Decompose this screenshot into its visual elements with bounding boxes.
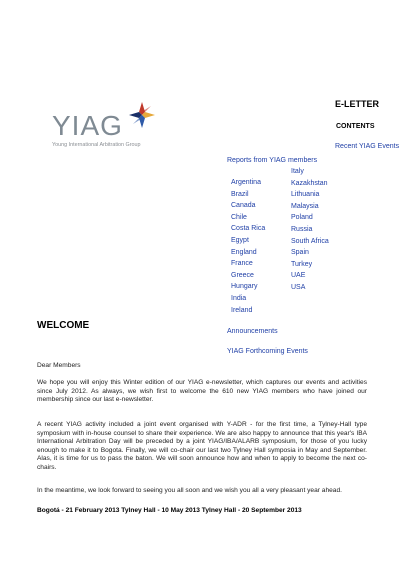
country-link[interactable]: Hungary [231,283,258,291]
country-link[interactable]: Italy [291,168,304,175]
paragraph-activities: A recent YIAG activity included a joint event organised with Y-ADR - for the first time, a Tylney-Hall type symposium with in-house counsel to share their experience. We are also happy to announce that this year's IBA International Arbitration Day will be preceded by a joint YIAG/IBA/ALARB symposium, for those of you lucky enough to make it to Bogota. Finally, we will co-chair our last two Tylney Hall symposia in May and September. Alas, it is time for us to pass the baton. We will soon announce how and when to apply to become the next co-chairs. [37,421,367,471]
country-link[interactable]: Kazakhstan [291,179,328,187]
country-link[interactable]: Egypt [231,236,249,244]
country-link[interactable]: Ireland [231,306,253,314]
eletter-title: E-LETTER [335,99,379,109]
country-link[interactable]: USA [291,283,306,291]
paragraph-closing: In the meantime, we look forward to seeing you all soon and we wish you all a very pleasant year ahead. [37,487,342,494]
country-link[interactable]: Costa Rica [231,225,266,233]
logo-text: YIAG [52,110,123,141]
logo-tagline: Young International Arbitration Group [52,142,141,148]
event-dates: Bogotá - 21 February 2013 Tylney Hall - 10 May 2013 Tylney Hall - 20 September 2013 [37,507,302,514]
country-link[interactable]: Poland [291,214,313,222]
country-link[interactable]: France [231,260,253,268]
announcements-link[interactable]: Announcements [227,328,278,335]
country-link[interactable]: India [231,294,247,302]
recent-events-link[interactable]: Recent YIAG Events [335,143,400,150]
country-link[interactable]: Russia [291,225,313,233]
forthcoming-events-link[interactable]: YIAG Forthcoming Events [227,348,308,355]
welcome-heading: WELCOME [37,320,90,331]
country-list-right [291,166,329,294]
country-link[interactable]: Lithuania [291,191,320,199]
country-list-left [231,177,265,316]
country-link[interactable]: Brazil [231,190,249,198]
country-link[interactable]: England [231,248,257,256]
greeting: Dear Members [37,362,81,369]
paragraph-intro: We hope you will enjoy this Winter edition of our YIAG e-newsletter, which captures our events and activities since July 2012. As always, we wish first to welcome the 610 new YIAG members who have joined our membership since our last e-newsletter. [37,379,367,404]
country-link[interactable]: South Africa [291,237,329,245]
country-link[interactable]: Chile [231,213,247,221]
country-link[interactable]: Spain [291,249,309,257]
contents-heading: CONTENTS [336,123,375,130]
country-link[interactable]: UAE [291,272,306,280]
country-link[interactable]: Malaysia [291,202,319,210]
reports-heading-link[interactable]: Reports from YIAG members [227,157,318,164]
country-link[interactable]: Greece [231,271,254,279]
star-logo-icon [127,100,157,130]
country-link[interactable]: Turkey [291,260,313,268]
country-link[interactable]: Canada [231,202,256,210]
country-link[interactable]: Argentina [231,179,261,186]
yiag-logo [52,100,162,152]
